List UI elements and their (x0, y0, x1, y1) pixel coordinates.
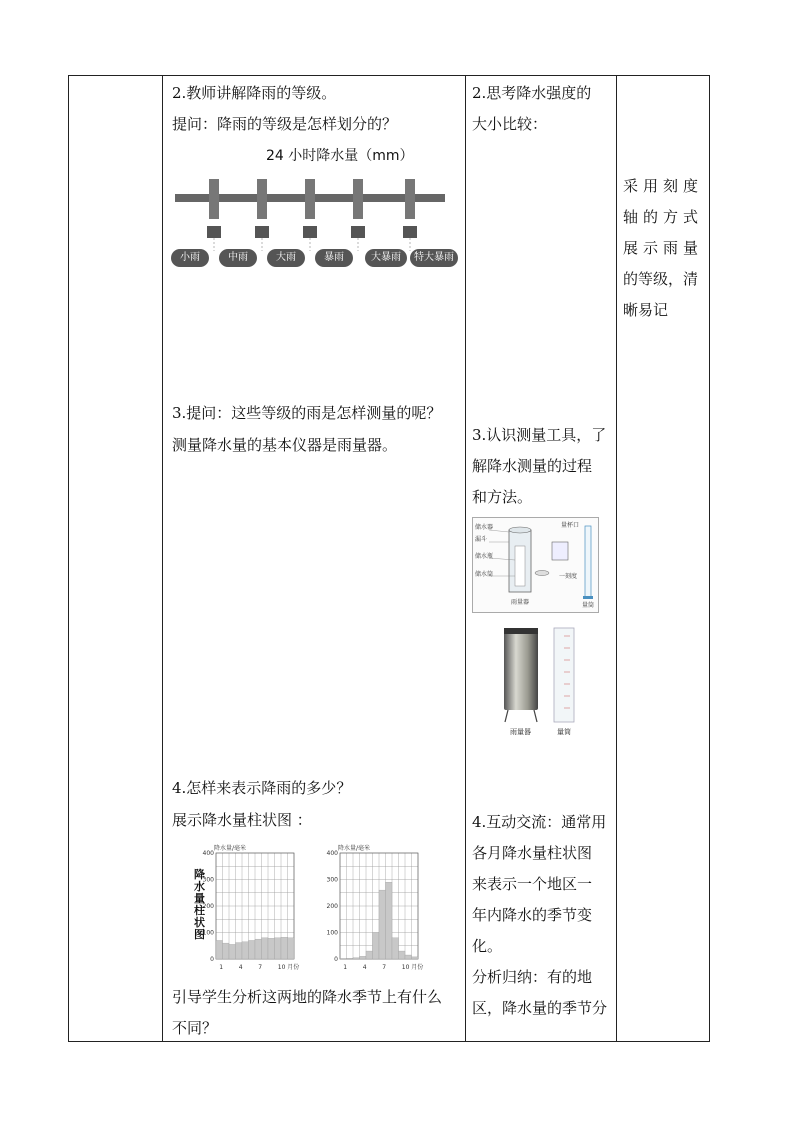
rain-level-label: 大暴雨 (365, 249, 407, 267)
y-tick-label: 300 (326, 876, 338, 884)
gauge-label: 雨量器 (511, 599, 530, 606)
bar-12 (288, 938, 295, 959)
scale-value-box (351, 226, 365, 238)
intent-line5: 晰易记 (623, 301, 669, 319)
precipitation-charts (192, 843, 462, 978)
x-tick-label: 10 月份 (277, 964, 300, 971)
y-tick-label: 100 (326, 929, 338, 937)
x-tick-label: 4 (362, 964, 367, 971)
bar-6 (249, 940, 256, 959)
scale-value-box (255, 226, 269, 238)
student-s2-line2: 大小比较： (472, 115, 548, 133)
scale-value-box (403, 226, 417, 238)
rain-level-label: 中雨 (219, 249, 257, 267)
x-tick-label: 7 (258, 964, 263, 971)
section-2-title: 2.教师讲解降雨的等级。 (172, 84, 337, 102)
gauge-label: 储水筒 (475, 571, 494, 578)
bar-5 (366, 951, 373, 959)
section-4-guide-line1: 引导学生分析这两地的降水季节上有什么 (172, 988, 443, 1006)
student-s3-line2: 解降水测量的过程 (472, 457, 593, 475)
chart-title-char: 量 (194, 892, 205, 905)
student-s4-line4: 年内降水的季节变 (472, 906, 593, 924)
rain-level-label: 大雨 (267, 249, 305, 267)
column-divider (465, 76, 466, 1041)
bar-10 (399, 951, 406, 959)
student-s4-line1: 4.互动交流：通常用 (472, 813, 607, 831)
scale-tick (353, 179, 363, 219)
bar-11 (281, 937, 288, 959)
y-axis-label: 降水量/毫米 (338, 845, 371, 852)
gauge-label: 量杯口 (561, 522, 580, 529)
section-3-question: 3.提问：这些等级的雨是怎样测量的呢？ (172, 404, 442, 422)
student-s3-line3: 和方法。 (472, 488, 533, 506)
y-tick-label: 400 (202, 850, 214, 857)
bar-1 (340, 958, 347, 959)
y-tick-label: 300 (202, 876, 214, 884)
section-3-answer: 测量降水量的基本仪器是雨量器。 (172, 436, 398, 454)
precipitation-chart-1 (194, 844, 299, 971)
chart-title-char: 柱 (194, 904, 205, 917)
bar-6 (373, 933, 380, 960)
section-4-guide-line2: 不同？ (172, 1019, 218, 1037)
bar-4 (360, 956, 367, 959)
rain-gauge-photo (504, 630, 538, 710)
column-divider (162, 76, 163, 1041)
student-s4-line7: 区，降水量的季节分 (472, 999, 608, 1017)
scale-tick (305, 179, 315, 219)
chart-title-char: 降 (194, 868, 205, 881)
teacher-column (172, 76, 462, 1041)
rain-level-labels (172, 249, 462, 269)
bar-11 (405, 955, 412, 959)
photo-caption-gauge: 雨量器 (510, 728, 531, 736)
gauge-photos (502, 624, 582, 736)
rain-level-label: 暴雨 (315, 249, 353, 267)
scale-title: 24 小时降水量（mm） (266, 148, 414, 164)
x-tick-label: 7 (382, 964, 387, 971)
gauge-label: 储水器 (475, 524, 494, 531)
intent-line2: 轴的方式 (623, 208, 704, 226)
bar-10 (275, 938, 282, 959)
scale-tick (405, 179, 415, 219)
bar-2 (347, 958, 354, 959)
scale-value-box (207, 226, 221, 238)
bar-9 (268, 938, 275, 959)
student-s2-line1: 2.思考降水强度的 (472, 84, 592, 102)
rain-level-label: 小雨 (171, 249, 209, 267)
student-s4-line6: 分析归纳：有的地 (472, 968, 593, 986)
student-s3-line1: 3.认识测量工具，了 (472, 426, 607, 444)
bar-8 (386, 882, 393, 959)
bar-4 (236, 943, 243, 959)
bar-12 (412, 957, 419, 959)
gauge-label: 储水瓶 (475, 553, 494, 560)
y-tick-label: 0 (210, 956, 214, 963)
y-tick-label: 200 (326, 903, 338, 910)
x-tick-label: 4 (238, 964, 243, 971)
rain-gauge-diagram (472, 517, 599, 613)
chart-title-char: 水 (194, 880, 205, 893)
student-column (472, 76, 612, 1041)
bar-3 (353, 958, 360, 959)
bar-5 (242, 942, 249, 959)
column-divider (616, 76, 617, 1041)
intent-column (623, 76, 707, 1041)
bar-9 (392, 938, 399, 959)
bar-1 (216, 940, 223, 959)
chart-title-char: 状 (194, 916, 205, 929)
scale-tick (209, 179, 219, 219)
bar-3 (229, 944, 236, 959)
section-4-question: 4.怎样来表示降雨的多少？ (172, 779, 352, 797)
bar-8 (262, 938, 269, 959)
scale-value-box (303, 226, 317, 238)
x-tick-label: 10 月份 (401, 964, 424, 971)
bar-2 (223, 943, 230, 959)
rain-level-label: 特大暴雨 (410, 249, 458, 267)
y-axis-label: 降水量/毫米 (214, 845, 247, 852)
intent-line1: 采用刻度 (623, 177, 704, 195)
x-tick-label: 1 (343, 964, 348, 971)
section-2-question: 提问：降雨的等级是怎样划分的？ (172, 115, 398, 133)
photo-caption-cylinder: 量筒 (557, 728, 571, 736)
y-tick-label: 200 (202, 903, 214, 910)
x-tick-label: 1 (219, 964, 224, 971)
student-s4-line3: 来表示一个地区一 (472, 875, 593, 893)
gauge-label: 量筒 (582, 602, 595, 609)
gauge-label: 一刻度 (559, 573, 578, 580)
student-s4-line2: 各月降水量柱状图 (472, 844, 593, 862)
bar-7 (379, 890, 386, 959)
lesson-table (68, 75, 710, 1042)
gauge-label: 漏斗 (475, 536, 488, 543)
chart-title-char: 图 (194, 928, 205, 941)
scale-tick (257, 179, 267, 219)
bar-7 (255, 939, 262, 959)
intent-line3: 展示雨量 (623, 239, 704, 257)
y-tick-label: 0 (334, 956, 338, 963)
student-s4-line5: 化。 (472, 937, 503, 955)
rain-scale-axis (172, 171, 462, 261)
precipitation-chart-2 (327, 844, 424, 971)
y-tick-label: 400 (326, 850, 338, 857)
intent-line4: 的等级，清 (623, 270, 699, 288)
section-4-show: 展示降水量柱状图 ： (172, 811, 312, 829)
y-tick-label: 100 (202, 929, 214, 937)
